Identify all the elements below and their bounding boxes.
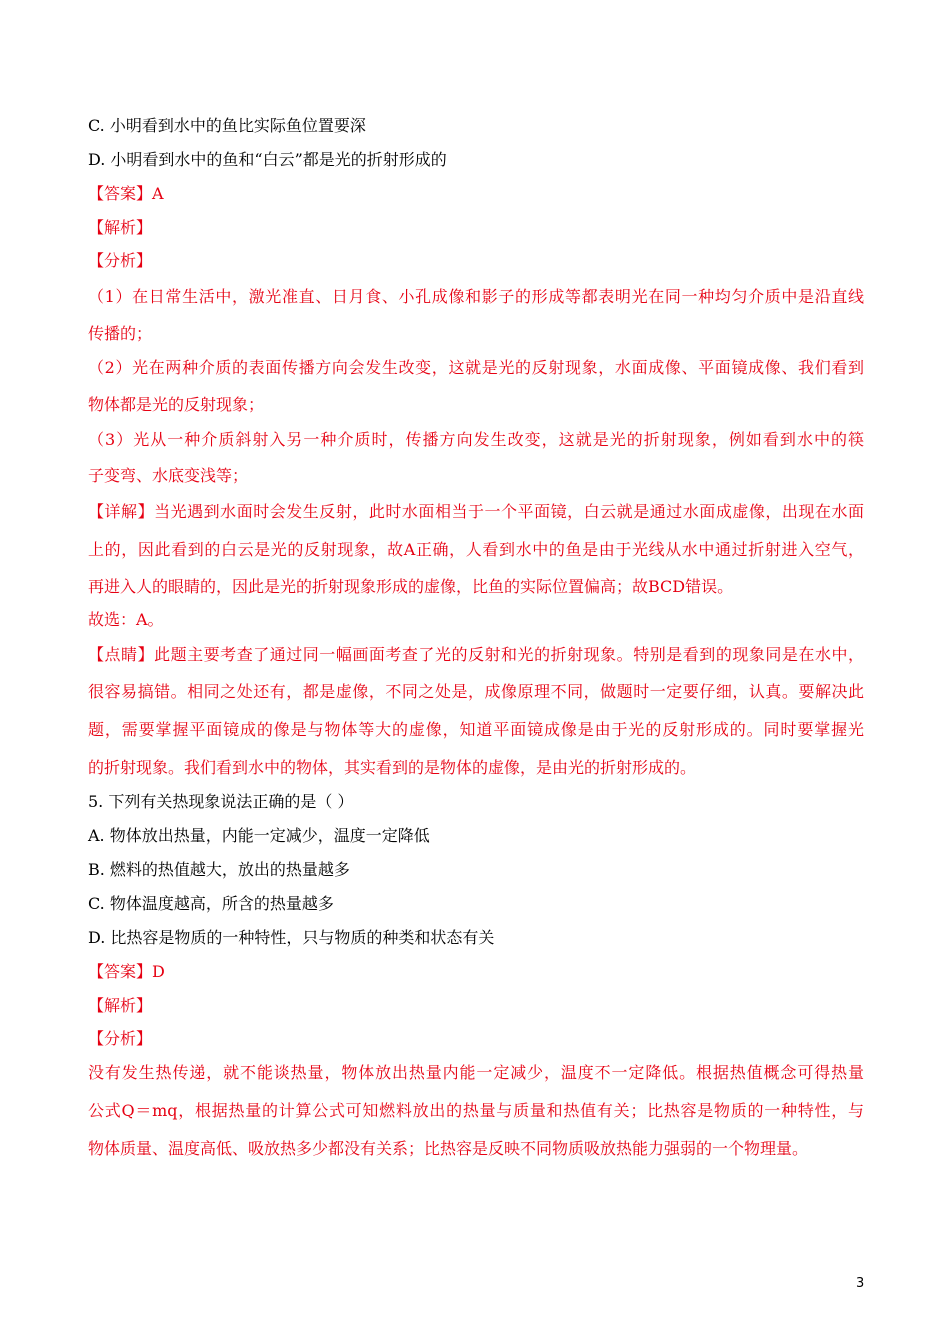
q4-detail-3: 再进入人的眼睛的，因此是光的折射现象形成的虚像，比鱼的实际位置偏高；故BCD错误。 — [88, 577, 734, 596]
q5-stem: 5. 下列有关热现象说法正确的是（ ） — [88, 792, 354, 811]
q4-fenxi-heading: 【分析】 — [88, 251, 153, 270]
page-number: 3 — [856, 1276, 865, 1291]
q5-option-d: D. 比热容是物质的一种特性，只与物质的种类和状态有关 — [88, 928, 495, 947]
q4-analysis-2a: （2）光在两种介质的表面传播方向会发生改变，这就是光的反射现象，水面成像、平面镜成像、我们看到 — [88, 358, 864, 377]
q4-analysis-3b: 子变弯、水底变浅等； — [88, 466, 249, 485]
q5-option-c: C. 物体温度越高，所含的热量越多 — [88, 894, 334, 913]
q5-fenxi-heading: 【分析】 — [88, 1029, 153, 1048]
q5-answer: 【答案】D — [88, 962, 165, 981]
q4-option-d: D. 小明看到水中的鱼和“白云”都是光的折射形成的 — [88, 150, 447, 169]
q4-detail-1: 【详解】当光遇到水面时会发生反射，此时水面相当于一个平面镜，白云就是通过水面成虚像，出现在水面 — [88, 502, 864, 521]
q5-jiexi-heading: 【解析】 — [88, 996, 153, 1015]
q4-analysis-3a: （3）光从一种介质斜射入另一种介质时，传播方向发生改变，这就是光的折射现象，例如看到水中的筷 — [88, 430, 864, 449]
q4-analysis-1b: 传播的； — [88, 324, 153, 343]
q4-option-c: C. 小明看到水中的鱼比实际鱼位置要深 — [88, 116, 366, 135]
q4-analysis-2b: 物体都是光的反射现象； — [88, 395, 265, 414]
q5-analysis-3: 物体质量、温度高低、吸放热多少都没有关系；比热容是反映不同物质吸放热能力强弱的一个物理量。 — [88, 1139, 809, 1158]
q4-point-1: 【点睛】此题主要考查了通过同一幅画面考查了光的反射和光的折射现象。特别是看到的现象同是在水中， — [88, 645, 864, 664]
q5-option-a: A. 物体放出热量，内能一定减少，温度一定降低 — [88, 826, 430, 845]
q4-point-4: 的折射现象。我们看到水中的物体，其实看到的是物体的虚像，是由光的折射形成的。 — [88, 758, 697, 777]
q4-choose: 故选：A。 — [88, 610, 164, 629]
q5-analysis-1: 没有发生热传递，就不能谈热量，物体放出热量内能一定减少，温度不一定降低。根据热值概念可得热量 — [88, 1063, 864, 1082]
q5-option-b: B. 燃料的热值越大，放出的热量越多 — [88, 860, 350, 879]
q5-analysis-2: 公式Q＝mq，根据热量的计算公式可知燃料放出的热量与质量和热值有关；比热容是物质的一种特性，与 — [88, 1101, 864, 1120]
q4-jiexi-heading: 【解析】 — [88, 218, 153, 237]
q4-answer: 【答案】A — [88, 184, 164, 203]
q4-point-2: 很容易搞错。相同之处还有，都是虚像，不同之处是，成像原理不同，做题时一定要仔细，认真。要解决此 — [88, 682, 864, 701]
q4-point-3: 题，需要掌握平面镜成的像是与物体等大的虚像，知道平面镜成像是由于光的反射形成的。同时要掌握光 — [88, 720, 864, 739]
q4-analysis-1a: （1）在日常生活中，激光准直、日月食、小孔成像和影子的形成等都表明光在同一种均匀介质中是沿直线 — [88, 287, 864, 306]
q4-detail-2: 上的，因此看到的白云是光的反射现象，故A正确，人看到水中的鱼是由于光线从水中通过折射进入空气， — [88, 540, 864, 559]
